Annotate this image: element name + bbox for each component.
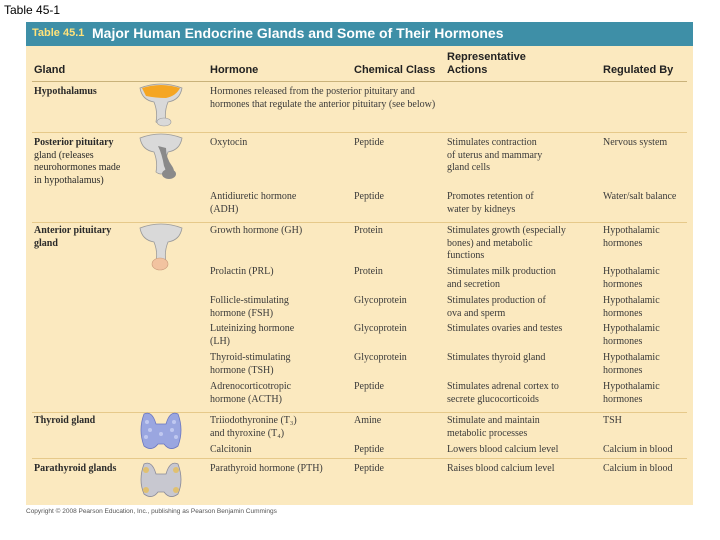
action-cell: Stimulates adrenal cortex to xyxy=(447,381,559,392)
action-cell: gland cells xyxy=(447,162,491,173)
action-cell: Stimulates thyroid gland xyxy=(447,352,546,363)
class-cell: Peptide xyxy=(354,191,384,202)
regulated-cell: Hypothalamic xyxy=(603,381,660,392)
table-title-bar xyxy=(26,22,693,46)
header-divider xyxy=(32,81,687,82)
hormone-cell: (LH) xyxy=(210,335,230,347)
action-cell: Stimulates production of xyxy=(447,295,546,306)
gland-anterior-pituitary-line2: gland xyxy=(34,237,58,249)
table-title: Major Human Endocrine Glands and Some of Their Hormones xyxy=(92,25,504,41)
hormone-cell: hormone (TSH) xyxy=(210,364,274,376)
regulated-cell: Nervous system xyxy=(603,137,668,148)
hormone-cell: Triiodothyronine (T₃) xyxy=(210,415,297,426)
action-cell: Stimulates ovaries and testes xyxy=(447,323,563,334)
hormone-cell: Follicle-stimulating xyxy=(210,295,289,306)
hormone-cell: Thyroid-stimulating xyxy=(210,352,291,363)
header-actions-line1: Representative xyxy=(447,51,526,63)
hormone-cell: Growth hormone (GH) xyxy=(210,225,303,236)
hormone-cell: hormones that regulate the anterior pituitary (see below) xyxy=(210,98,436,110)
regulated-cell: hormones xyxy=(603,237,643,249)
hormone-cell: Oxytocin xyxy=(210,137,248,148)
regulated-cell: Hypothalamic xyxy=(603,266,660,277)
hormone-cell: Adrenocorticotropic xyxy=(210,381,292,392)
class-cell: Peptide xyxy=(354,381,384,392)
action-cell: Promotes retention of xyxy=(447,191,534,202)
regulated-cell: hormones xyxy=(603,278,643,290)
row-divider xyxy=(32,132,687,133)
anterior-pituitary-illustration xyxy=(136,222,186,272)
action-cell: Raises blood calcium level xyxy=(447,463,555,474)
hormone-cell: Luteinizing hormone xyxy=(210,323,295,334)
thyroid-illustration xyxy=(136,410,186,454)
regulated-cell: hormones xyxy=(603,364,643,376)
action-cell: Stimulates growth (especially xyxy=(447,225,566,236)
header-gland: Gland xyxy=(34,64,66,76)
slide-title: Table 45-1 xyxy=(4,3,61,17)
action-cell: ova and sperm xyxy=(447,307,506,319)
regulated-cell: Hypothalamic xyxy=(603,295,660,306)
class-cell: Peptide xyxy=(354,463,384,474)
class-cell: Glycoprotein xyxy=(354,352,407,363)
class-cell: Peptide xyxy=(354,444,384,455)
action-cell: metabolic processes xyxy=(447,427,528,439)
hormone-cell: hormone (FSH) xyxy=(210,307,274,319)
action-cell: bones) and metabolic xyxy=(447,237,533,249)
regulated-cell: hormones xyxy=(603,307,643,319)
header-actions-line2: Actions xyxy=(447,64,488,76)
gland-hypothalamus: Hypothalamus xyxy=(34,86,97,97)
gland-thyroid: Thyroid gland xyxy=(34,415,96,426)
action-cell: Stimulates contraction xyxy=(447,137,537,148)
action-cell: water by kidneys xyxy=(447,203,516,215)
copyright-notice: Copyright © 2008 Pearson Education, Inc., publishing as Pearson Benjamin Cummings xyxy=(26,508,277,515)
regulated-cell: TSH xyxy=(603,415,622,426)
row-divider xyxy=(32,222,687,223)
posterior-pituitary-illustration xyxy=(136,132,186,182)
regulated-cell: Hypothalamic xyxy=(603,225,660,236)
class-cell: Protein xyxy=(354,225,383,236)
class-cell: Glycoprotein xyxy=(354,323,407,334)
gland-parathyroid: Parathyroid glands xyxy=(34,463,117,474)
gland-posterior-pituitary: Posterior pituitary xyxy=(34,137,114,148)
gland-note: in hypothalamus) xyxy=(34,174,104,186)
gland-note: neurohormones made xyxy=(34,162,121,173)
hypothalamus-illustration xyxy=(136,82,186,128)
action-cell: of uterus and mammary xyxy=(447,149,543,161)
hormone-cell: Prolactin (PRL) xyxy=(210,266,274,277)
endocrine-table xyxy=(26,22,693,505)
hormone-cell: Antidiuretic hormone xyxy=(210,191,297,202)
header-regulated-by: Regulated By xyxy=(603,64,674,76)
table-number: Table 45.1 xyxy=(32,27,85,39)
regulated-cell: Hypothalamic xyxy=(603,352,660,363)
regulated-cell: Calcium in blood xyxy=(603,444,673,455)
regulated-cell: Calcium in blood xyxy=(603,463,673,474)
hormone-cell: Parathyroid hormone (PTH) xyxy=(210,463,323,474)
class-cell: Glycoprotein xyxy=(354,295,407,306)
action-cell: Lowers blood calcium level xyxy=(447,444,559,455)
hormone-cell: hormone (ACTH) xyxy=(210,393,282,405)
regulated-cell: hormones xyxy=(603,335,643,347)
regulated-cell: Water/salt balance xyxy=(603,191,677,202)
gland-anterior-pituitary: Anterior pituitary xyxy=(34,225,112,236)
action-cell: Stimulates milk production xyxy=(447,266,556,277)
class-cell: Protein xyxy=(354,266,383,277)
row-divider xyxy=(32,458,687,459)
hormone-cell: and thyroxine (T₄) xyxy=(210,427,285,439)
regulated-cell: hormones xyxy=(603,393,643,405)
gland-note: gland (releases xyxy=(34,149,94,161)
class-cell: Peptide xyxy=(354,137,384,148)
regulated-cell: Hypothalamic xyxy=(603,323,660,334)
row-divider xyxy=(32,412,687,413)
header-hormone: Hormone xyxy=(210,64,259,76)
class-cell: Amine xyxy=(354,415,382,426)
action-cell: functions xyxy=(447,250,485,261)
hormone-cell: (ADH) xyxy=(210,203,239,215)
header-chemical-class: Chemical Class xyxy=(354,64,436,76)
action-cell: Stimulate and maintain xyxy=(447,415,540,426)
hormone-cell: Calcitonin xyxy=(210,444,252,455)
action-cell: secrete glucocorticoids xyxy=(447,393,539,405)
parathyroid-illustration xyxy=(136,460,186,502)
action-cell: and secretion xyxy=(447,278,501,290)
hormone-cell: Hormones released from the posterior pituitary and xyxy=(210,86,415,97)
